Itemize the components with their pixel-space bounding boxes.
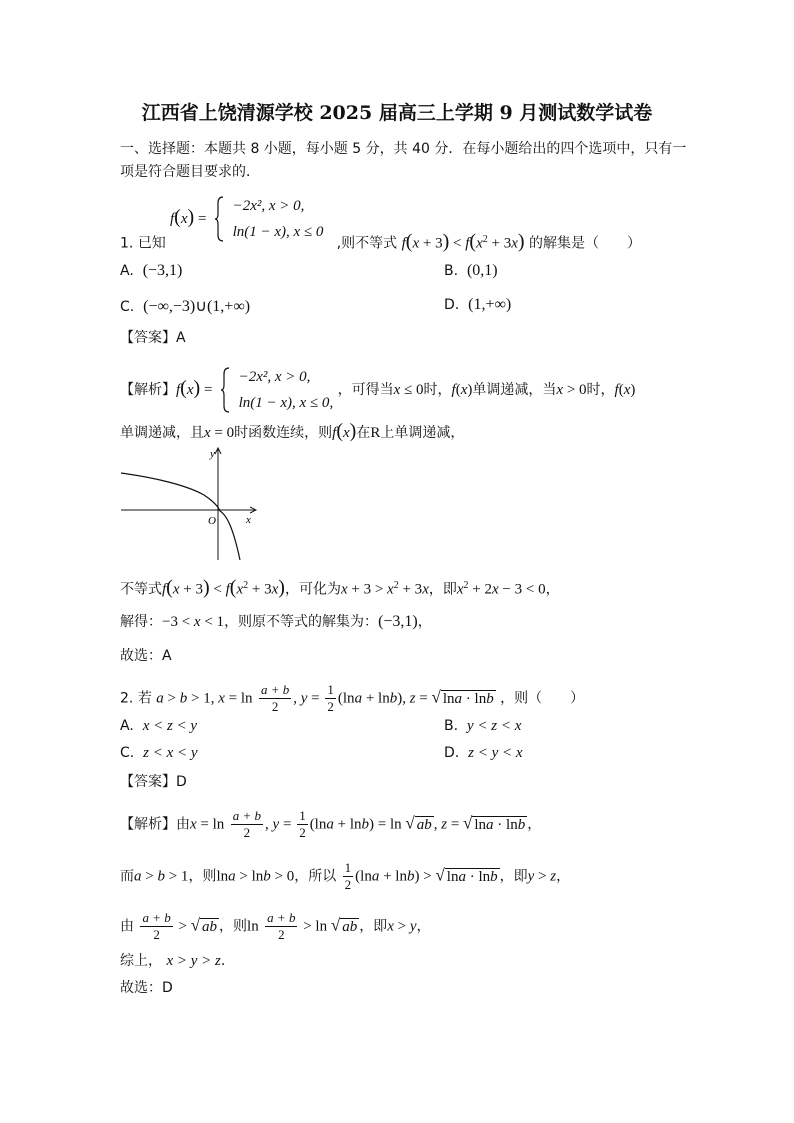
brace-icon	[220, 367, 230, 413]
q2-analysis-line-2: 而a > b > 1，则lna > lnb > 0，所以 $\frac{1}{2}$ (lna + lnb) > √ lna · lnb ，即y > z，	[120, 860, 571, 892]
exam-title: 江西省上饶清源学校 2025 届高三上学期 9 月测试数学试卷	[141, 102, 653, 124]
q2-analysis-line-1: 【解析】由x = ln $\frac{a + b}{2}$ , y = $\frac{1}{2}$ (lna + lnb) = ln √ ab , z = √ lna · lnb ，	[120, 808, 542, 840]
q1-analysis-line-4: 解得：−3 < x < 1，则原不等式的解集为：(−3,1)，	[120, 613, 432, 630]
q2-summary: 综上， x > y > z.	[120, 953, 226, 969]
q1-option-a: A. (−3,1)	[120, 262, 183, 279]
q1-analysis-line-3: 不等式$f(x + 3) < f(x^2 + 3x)$，可化为$x + 3 > x^2 + 3x$，即$x^2 + 2x - 3 < 0$，	[120, 576, 560, 599]
q1-piece-2: ln(1 − x), x ≤ 0	[232, 224, 324, 240]
q1-option-d: D. (1,+∞)	[444, 296, 512, 313]
q1-option-b: B. (0,1)	[444, 262, 498, 279]
section-intro-line-2: 项是符合题目要求的．	[120, 164, 260, 180]
q2-stem: 2. 若 a > b > 1, x = ln $\frac{a + b}{2}$ , y = $\frac{1}{2}$ (lna + lnb), z = √ lna · lnb ，则（ ）	[120, 682, 585, 714]
q1-mid: ,则不等式	[336, 235, 398, 252]
q1-stem: 1. 已知 ,则不等式 $f(x + 3) < f(x^2 + 3x)$ 的解集是（ ）	[120, 230, 642, 253]
q2-option-c: C. z < x < y	[120, 745, 198, 761]
q2-analysis-line-3: 由 $\frac{a + b}{2}$ > √ ab ，则ln $\frac{a + b}{2}$ > ln √ ab ，即x > y，	[120, 910, 431, 942]
q1-answer: 【答案】A	[120, 330, 186, 346]
q1-analysis-line-1: 【解析】f(x) = −2x², x > 0, ln(1 − x), x ≤ 0, ，可得当x ≤ 0时，f(x)单调递减，当x > 0时，f(x)	[120, 369, 636, 411]
q2-option-b: B. y < z < x	[444, 718, 522, 734]
q1-analysis-line-2: 单调递减，且x = 0时函数连续，则f(x)在R上单调递减，	[120, 420, 465, 442]
q2-choose: 故选：D	[120, 980, 173, 996]
q2-option-a: A. x < z < y	[120, 718, 198, 734]
q1-number: 1.	[120, 235, 134, 252]
q1-suffix: 的解集是（ ）	[529, 235, 642, 252]
graph-y-label: y	[210, 448, 215, 460]
graph-origin-label: O	[208, 515, 216, 527]
q1-option-c: C. (−∞,−3)∪(1,+∞)	[120, 298, 251, 315]
q1-choose: 故选：A	[120, 648, 172, 664]
q2-option-d: D. z < y < x	[444, 745, 523, 761]
graph-x-label: x	[246, 514, 251, 526]
section-intro-line-1: 一、选择题：本题共 8 小题，每小题 5 分，共 40 分．在每小题给出的四个选项中，只有一	[120, 141, 687, 157]
q1-piece-1: −2x², x > 0,	[232, 198, 305, 214]
q1-function-graph	[118, 444, 258, 562]
q1-function-definition: f(x) = −2x², x > 0, ln(1 − x), x ≤ 0	[170, 193, 323, 245]
q2-answer: 【答案】D	[120, 774, 187, 790]
q1-prefix: 已知	[137, 235, 166, 252]
